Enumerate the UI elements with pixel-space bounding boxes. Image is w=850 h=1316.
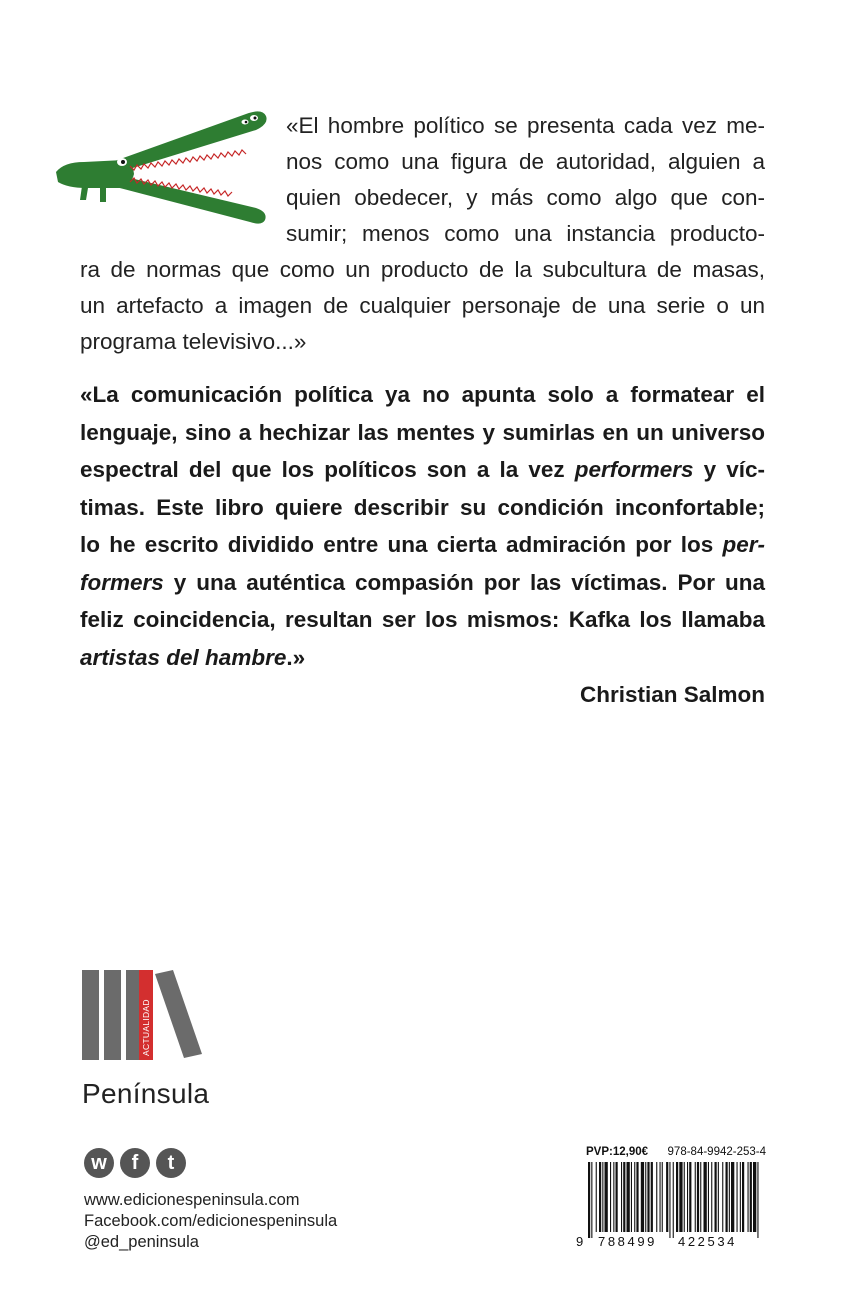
barcode-bar xyxy=(623,1162,625,1232)
barcode-bar xyxy=(748,1162,749,1232)
author-quote-line xyxy=(80,564,765,602)
barcode-bar xyxy=(697,1162,699,1232)
barcode-bar xyxy=(750,1162,752,1232)
barcode-bar xyxy=(676,1162,678,1232)
twitter-handle[interactable]: @ed_peninsula xyxy=(84,1233,199,1251)
intro-quote xyxy=(80,108,765,360)
facebook-icon[interactable]: f xyxy=(120,1148,150,1178)
barcode-bar xyxy=(588,1162,590,1238)
barcode-bar xyxy=(627,1162,630,1232)
logo-vertical-label: ACTUALIDAD xyxy=(141,999,151,1056)
italic-term: performers xyxy=(574,457,694,482)
barcode-bar xyxy=(689,1162,691,1232)
barcode-digit-lead: 9 xyxy=(576,1234,584,1248)
intro-quote-line: nos como una figura de autoridad, alguien a xyxy=(286,149,765,174)
barcode-bar xyxy=(621,1162,622,1232)
text-segment: y víc- xyxy=(693,457,765,482)
barcode-bar xyxy=(651,1162,653,1232)
publisher-name: Península xyxy=(82,1078,210,1109)
author-quote-line: timas. Este libro quiere describir su condición inconfortable; xyxy=(80,494,765,520)
intro-quote-line: quien obedecer, y más como algo que con- xyxy=(286,185,765,210)
barcode-bar xyxy=(647,1162,649,1232)
barcode-bar xyxy=(737,1162,738,1232)
barcode-bar xyxy=(715,1162,717,1232)
barcode-bar xyxy=(708,1162,709,1232)
barcode-bar xyxy=(641,1162,644,1232)
barcode-bar xyxy=(636,1162,638,1232)
barcode-bar xyxy=(591,1162,592,1238)
barcode-bar xyxy=(704,1162,707,1232)
barcode-bar xyxy=(596,1162,597,1232)
author-quote-line: «La comunicación política ya no apunta solo a formatear el xyxy=(80,382,765,407)
barcode-bar xyxy=(718,1162,719,1232)
author-quote-line xyxy=(80,451,765,489)
barcode-bar xyxy=(726,1162,728,1232)
barcode-bar xyxy=(742,1162,744,1232)
barcode-bar xyxy=(673,1162,674,1238)
barcode-bar xyxy=(613,1162,614,1232)
italic-term: per- xyxy=(722,532,765,557)
intro-quote-line: «El hombre político se presenta cada vez me- xyxy=(286,113,765,138)
italic-term: formers xyxy=(80,569,164,595)
actualidad-logo xyxy=(82,970,204,1060)
twitter-icon[interactable]: t xyxy=(156,1148,186,1178)
barcode-bar xyxy=(700,1162,701,1232)
barcode-bar xyxy=(687,1162,688,1232)
barcode-digits-right: 422534 xyxy=(678,1234,737,1248)
intro-quote-line: sumir; menos como una instancia producto- xyxy=(286,221,765,246)
barcode-bar xyxy=(631,1162,632,1232)
website-link[interactable]: www.edicionespeninsula.com xyxy=(84,1191,300,1209)
isbn-label: 978-84-9942-253-4 xyxy=(667,1146,766,1158)
italic-term: artistas del hambre xyxy=(80,644,287,670)
barcode-bar xyxy=(695,1162,696,1232)
isbn-barcode xyxy=(574,1162,764,1248)
barcode-digits-left: 788499 xyxy=(598,1234,657,1248)
author-quote-line xyxy=(80,639,765,677)
barcode-bar xyxy=(602,1162,603,1232)
text-segment: y una auténtica compasión por las víctimas. Por una xyxy=(163,569,765,595)
text-segment: .» xyxy=(286,644,306,670)
barcode-bar xyxy=(605,1162,608,1232)
barcode-bar xyxy=(634,1162,635,1232)
price-isbn-row xyxy=(586,1146,766,1158)
barcode-bar xyxy=(669,1162,670,1238)
barcode-bar xyxy=(656,1162,657,1232)
barcode-bar xyxy=(660,1162,661,1232)
intro-quote-line: un artefacto a imagen de cualquier personaje de una serie o un xyxy=(80,293,765,318)
price-label: PVP:12,90€ xyxy=(586,1146,649,1158)
intro-quote-line: programa televisivo...» xyxy=(80,329,307,354)
text-segment: espectral del que los políticos son a la vez xyxy=(80,457,575,482)
barcode-bar xyxy=(757,1162,758,1238)
author-quote-line: feliz coincidencia, resultan ser los mismos: Kafka los llamaba xyxy=(80,607,765,632)
author-quote-line xyxy=(80,526,765,564)
barcode-bar xyxy=(610,1162,611,1232)
contact-info xyxy=(84,1190,337,1253)
barcode-bar xyxy=(684,1162,685,1232)
author-name: Christian Salmon xyxy=(579,682,765,707)
barcode-bar xyxy=(616,1162,618,1232)
barcode-bar xyxy=(711,1162,712,1232)
barcode-bar xyxy=(722,1162,723,1232)
author-quote xyxy=(80,376,765,676)
facebook-link[interactable]: Facebook.com/edicionespeninsula xyxy=(84,1212,338,1230)
web-icon[interactable]: w xyxy=(84,1148,114,1178)
barcode-bar xyxy=(645,1162,646,1232)
barcode-bar xyxy=(662,1162,663,1232)
social-icons xyxy=(84,1148,186,1178)
intro-quote-line: ra de normas que como un producto de la subcultura de masas, xyxy=(80,257,765,282)
barcode-bar xyxy=(731,1162,734,1232)
barcode-bar xyxy=(666,1162,668,1232)
text-segment: lo he escrito dividido entre una cierta admiración por los xyxy=(80,532,723,557)
barcode-bar xyxy=(729,1162,730,1232)
barcode-bar xyxy=(753,1162,756,1232)
author-quote-line: lenguaje, sino a hechizar las mentes y sumirlas en un universo xyxy=(80,419,765,445)
barcode-bar xyxy=(679,1162,682,1232)
barcode-bar xyxy=(599,1162,601,1232)
barcode-bar xyxy=(740,1162,741,1232)
